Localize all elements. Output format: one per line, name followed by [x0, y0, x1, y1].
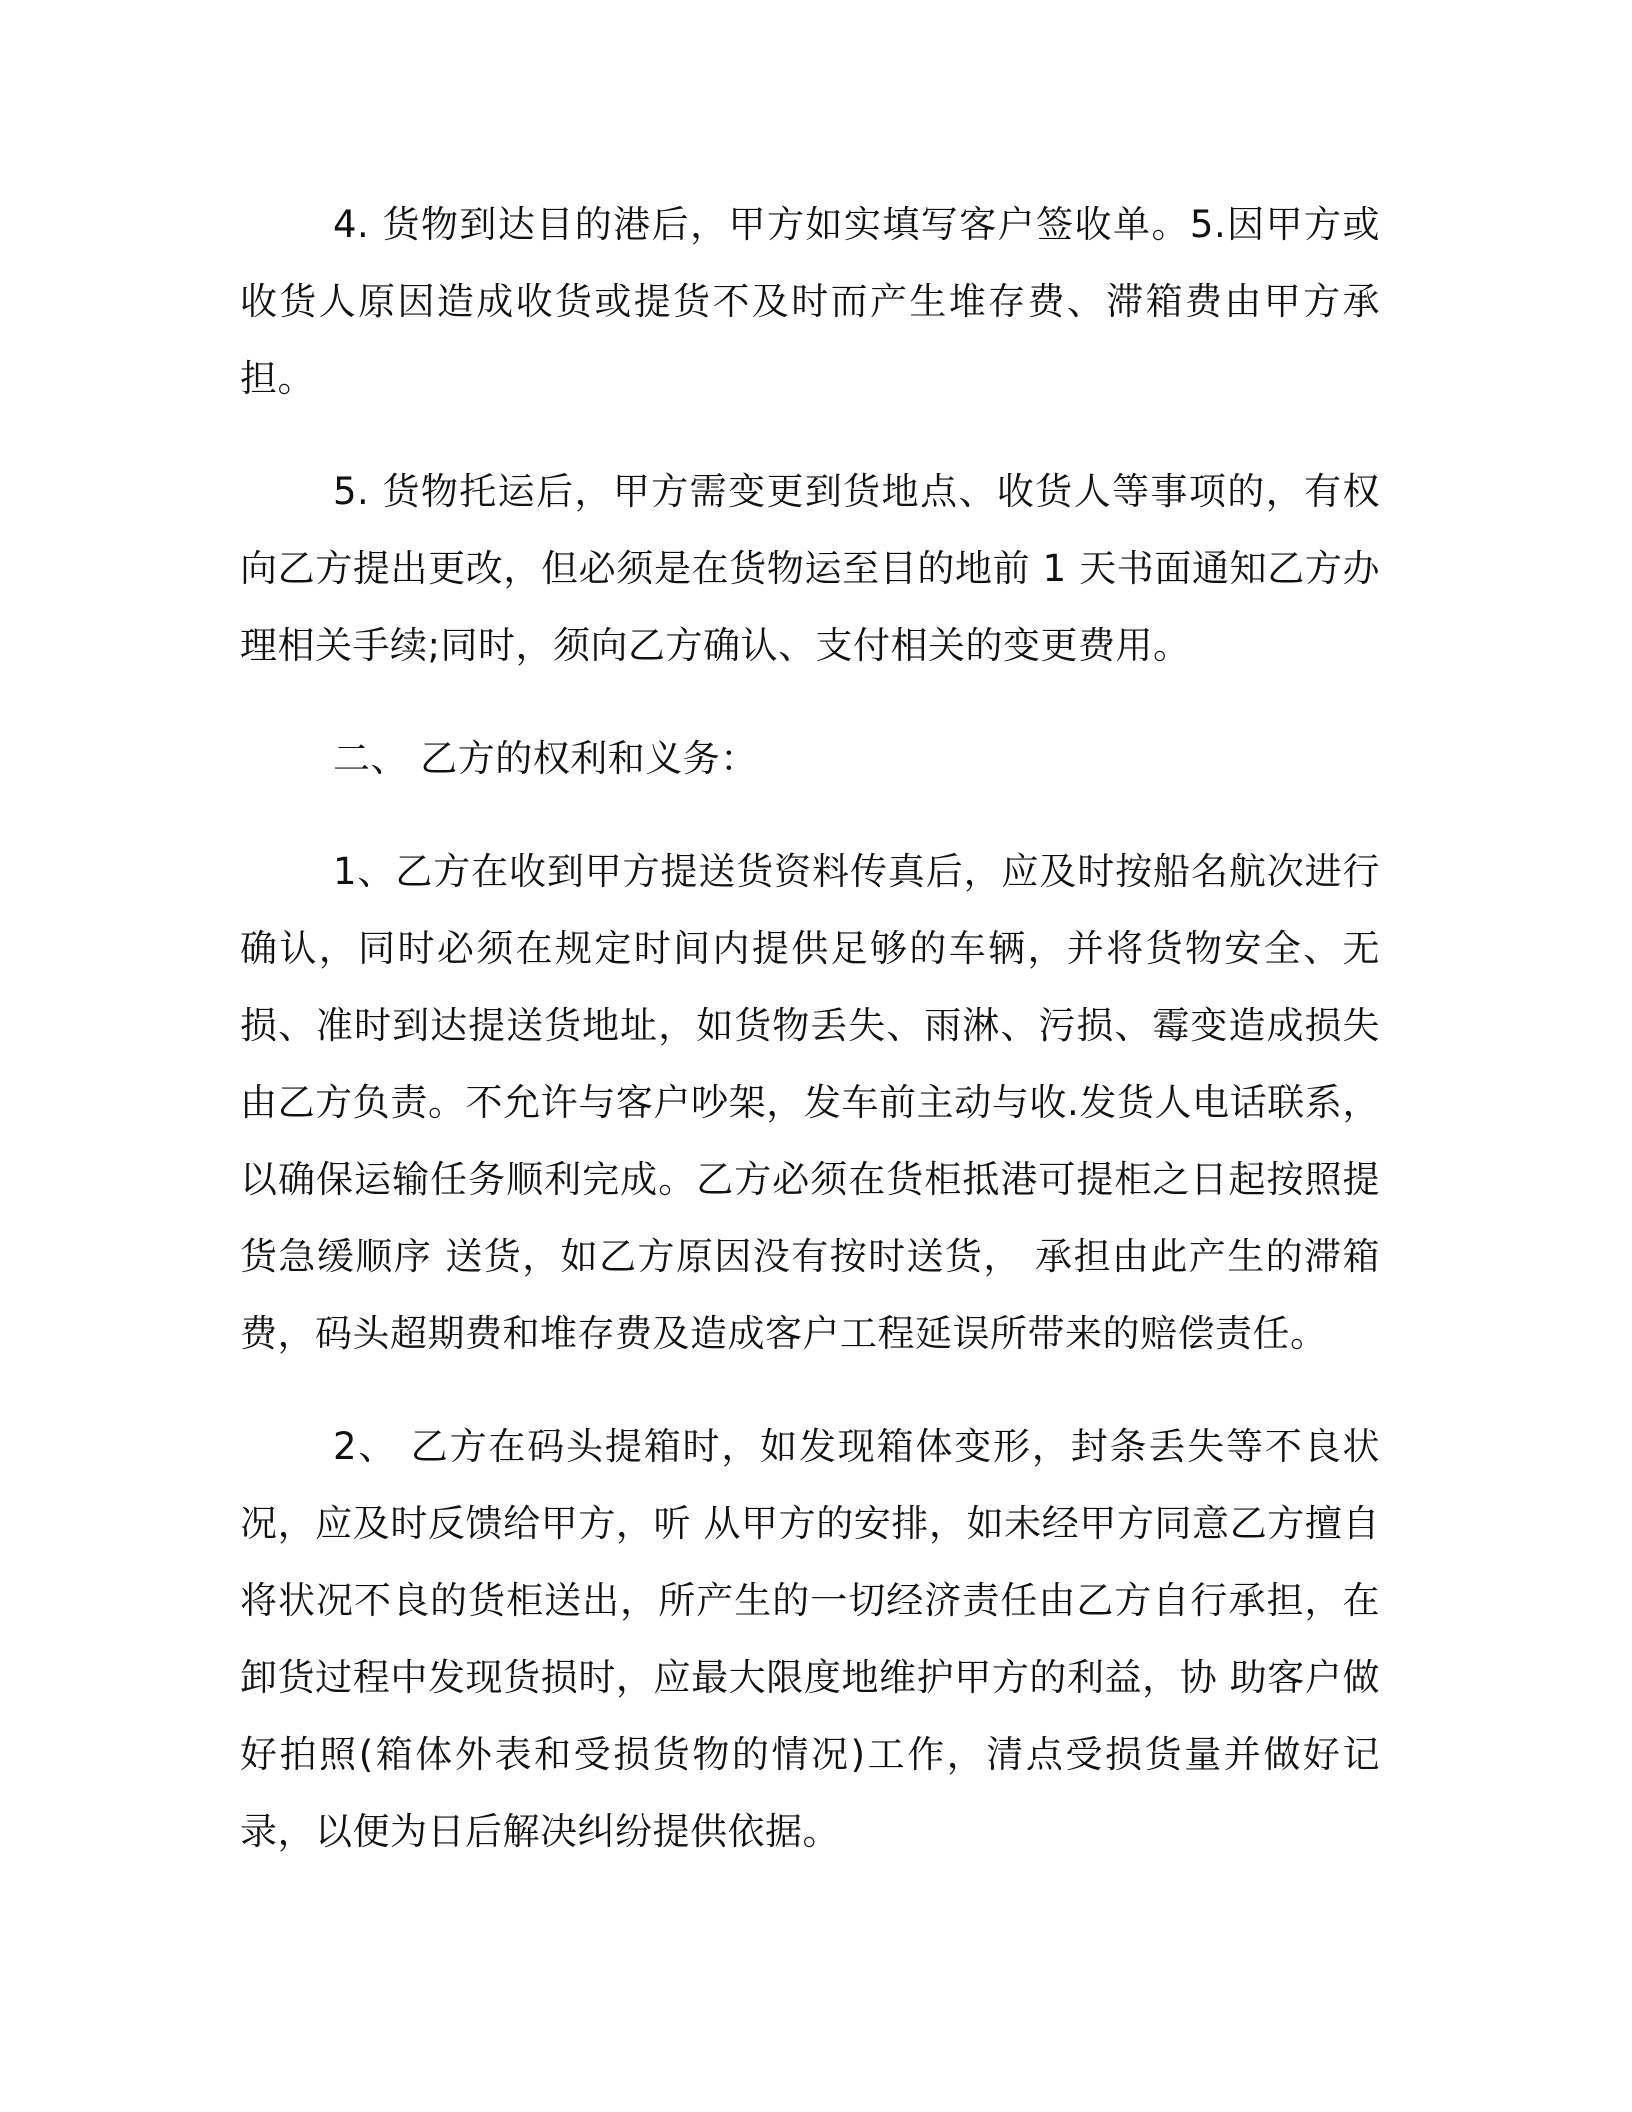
paragraph-party-b-item-2: 2、 乙方在码头提箱时，如发现箱体变形，封条丢失等不良状况，应及时反馈给甲方，听 从甲方的安排，如未经甲方同意乙方擅自将状况不良的货柜送出，所产生的一切经济责任由乙方自行承担，在卸货过程中发现货损时，应最大限度地维护甲方的利益，协 助客户做好拍照(箱体外表和受损货物的情况)工作，清点受损货量并做好记录，以便为日后解决纠纷提供依据。 — [240, 1425, 1380, 1853]
paragraph-item-5-change: 5. 货物托运后，甲方需变更到货地点、收货人等事项的，有权向乙方提出更改，但必须是在货物运至目的地前 1 天书面通知乙方办理相关手续;同时，须向乙方确认、支付相关的变更费用。 — [240, 470, 1380, 667]
paragraph-party-b-item-1: 1、乙方在收到甲方提送货资料传真后，应及时按船名航次进行确认，同时必须在规定时间内提供足够的车辆，并将货物安全、无损、准时到达提送货地址，如货物丢失、雨淋、污损、霉变造成损失由乙方负责。不允许与客户吵架，发车前主动与收.发货人电话联系， 以确保运输任务顺利完成。乙方必须在货柜抵港可提柜之日起按照提货急缓顺序 送货，如乙方原因没有按时送货， 承担由此产生的滞箱费，码头超期费和堆存费及造成客户工程延误所带来的赔偿责任。 — [240, 850, 1380, 1355]
section-heading-party-b: 二、 乙方的权利和义务： — [333, 737, 758, 780]
document-body — [240, 186, 1380, 1870]
paragraph-item-4-delivery: 4. 货物到达目的港后，甲方如实填写客户签收单。5.因甲方或收货人原因造成收货或提货不及时而产生堆存费、滞箱费由甲方承担。 — [240, 203, 1380, 400]
